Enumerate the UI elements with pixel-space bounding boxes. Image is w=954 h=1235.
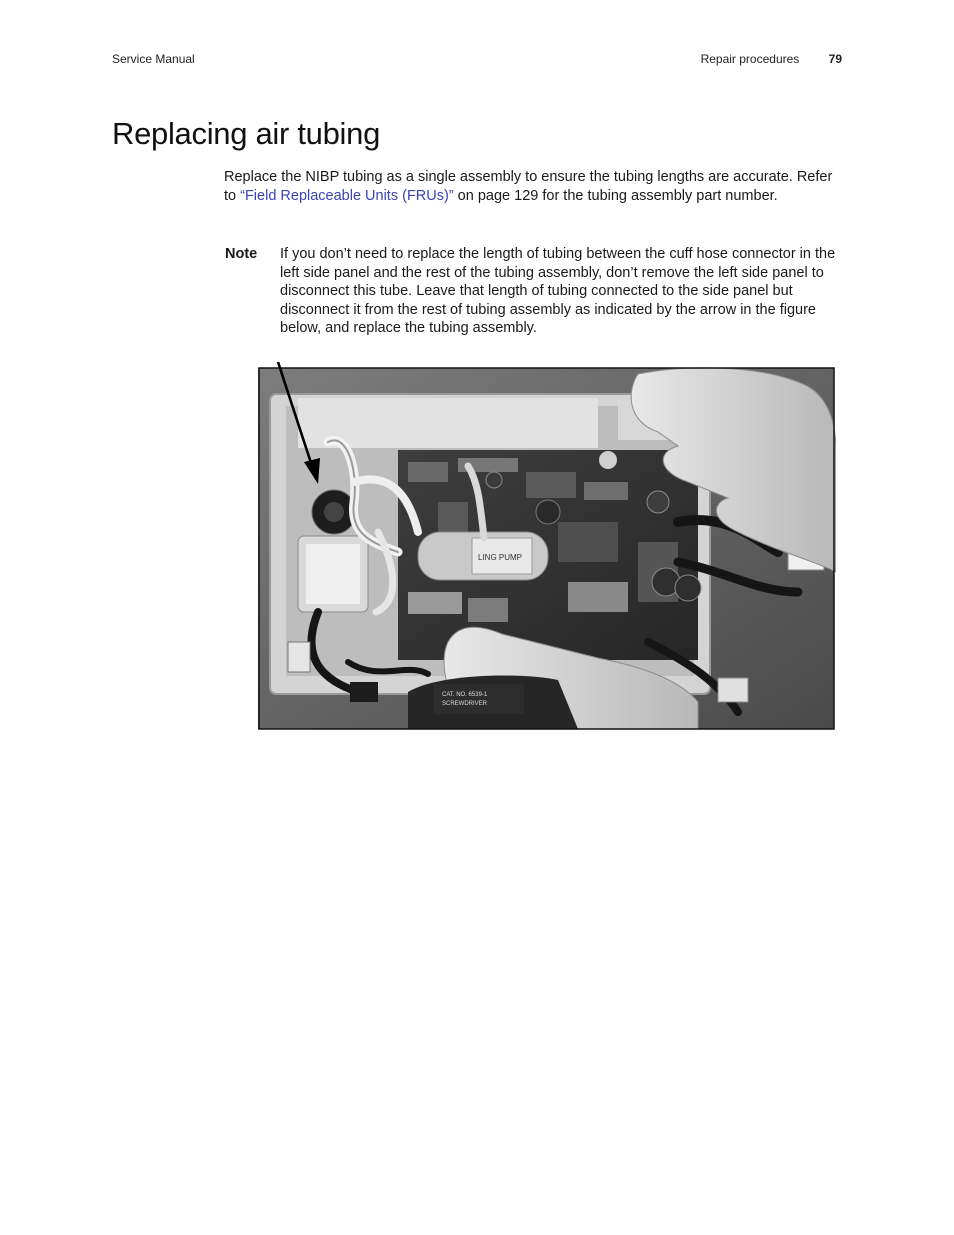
- note-text: If you don’t need to replace the length of tubing between the cuff hose connector in the left side panel and the rest of the tubing assembly, don’t remove the left side panel to disconnect this tube. Leave that length of tubing connected to the side panel but disconnect it from the rest of tubing assembly as indicated by the arrow in the figure below, and replace the tubing assembly.: [280, 246, 836, 336]
- screwdriver-label-catalog: CAT. NO. 6539-1: [442, 692, 488, 698]
- screwdriver: [408, 676, 578, 729]
- note-block: [224, 245, 840, 338]
- header-section-name: Repair procedures: [700, 52, 800, 66]
- page-title: Replacing air tubing: [112, 116, 381, 151]
- pump-label: LING PUMP: [478, 553, 523, 562]
- header-page-number: 79: [828, 52, 842, 66]
- header-right: [701, 52, 842, 66]
- figure-nibp-tubing-photo: [258, 362, 836, 730]
- screwdriver-label-type: SCREWDRIVER: [442, 701, 488, 707]
- running-header: [112, 52, 842, 70]
- intro-text-end: on page 129 for the tubing assembly part number.: [453, 187, 778, 204]
- intro-paragraph: [224, 168, 838, 205]
- header-manual-title: Service Manual: [112, 52, 195, 66]
- intro-text-start: Replace the NIBP tubing as a single assembly to ensure the tubing lengths are accurate. Refer to: [224, 169, 833, 204]
- fru-cross-reference-link[interactable]: “Field Replaceable Units (FRUs)”: [240, 187, 454, 204]
- note-label: Note: [225, 246, 258, 262]
